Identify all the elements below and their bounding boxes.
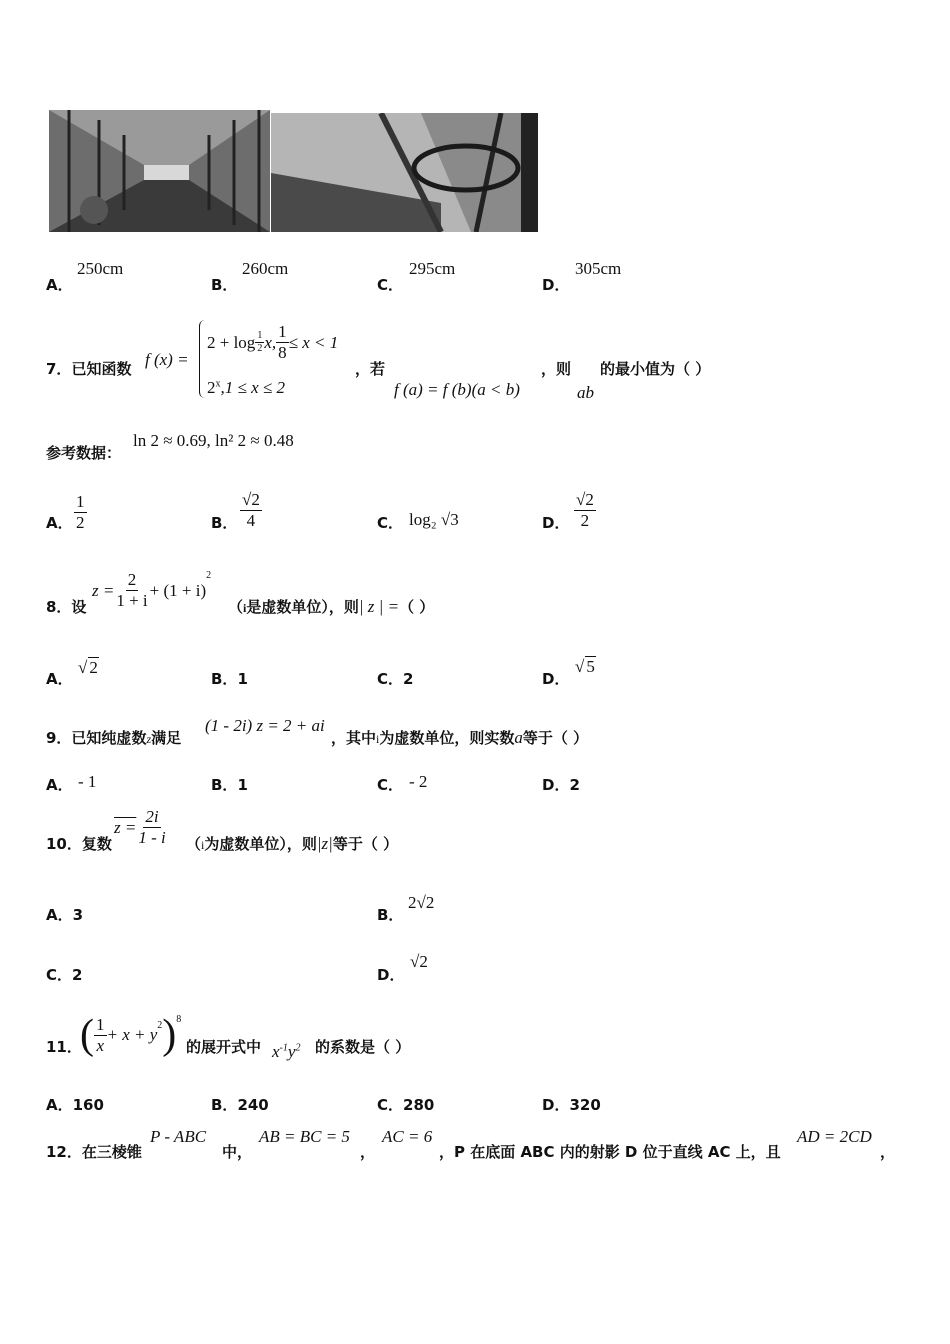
q10-option-c: C．2 [46, 966, 83, 984]
q8-option-c-label: C．2 [377, 670, 414, 688]
q11-option-d: D．320 [542, 1096, 601, 1114]
q8-equation: z = $\frac{2}{1 + i}$ + (1 + i) $^2$ [92, 570, 212, 610]
q7-ab: ab [577, 383, 594, 402]
q7-option-b-label: B． [211, 514, 238, 532]
q9-equation: (1 - 2i) z = 2 + ai [205, 716, 325, 735]
q8-option-a-label: A． [46, 670, 73, 688]
handle-photo [271, 113, 538, 232]
q9-option-c-value: - 2 [409, 772, 428, 791]
q12-text: ，P 在底面 ABC 内的射影 D 位于直线 AC 上，且 [439, 1143, 781, 1161]
q6-option-a-value: 250cm [77, 259, 124, 278]
q12-eq-3: AD = 2CD [797, 1127, 872, 1146]
q11-lead: 11． [46, 1038, 82, 1056]
q10-option-d-label: D． [377, 966, 405, 984]
q6-option-c-label: C． [377, 276, 404, 294]
q7-option-b-value: $\frac{√2}{4}$ [242, 490, 260, 530]
q8-option-d-value: √ 5 [575, 657, 595, 676]
q6-option-c-value: 295cm [409, 259, 456, 278]
q9-option-b: B．1 [211, 776, 248, 794]
q10-option-b-label: B． [377, 906, 404, 924]
q12-comma-2: ， [880, 1143, 896, 1161]
q7-reference-value: ln 2 ≈ 0.69, ln² 2 ≈ 0.48 [133, 431, 294, 450]
q7-ruo: ，若 [355, 360, 386, 378]
q12-zhong: 中， [222, 1143, 253, 1161]
q9-text: ，其中i为虚数单位，则实数a等于（ ） [331, 728, 589, 747]
q7-option-c-label: C． [377, 514, 404, 532]
q11-tail: 的系数是（ ） [315, 1038, 411, 1056]
q10-lead: 10．复数 [46, 835, 112, 853]
q7-reference-label: 参考数据： [46, 444, 122, 462]
q7-option-a-label: A． [46, 514, 73, 532]
q11-expression: ( $\frac{1}{x}$ + x + y $^2$ ) $^8$ [80, 1012, 182, 1058]
q6-option-a-label: A． [46, 276, 73, 294]
q12-pyramid: P - ABC [150, 1127, 207, 1146]
q6-option-b-value: 260cm [242, 259, 289, 278]
q7-tail: 的最小值为（ ） [600, 360, 711, 378]
q8-option-a-value: √ 2 [78, 658, 98, 677]
q6-option-d-value: 305cm [575, 259, 622, 278]
q10-option-d-value: √2 [410, 952, 428, 971]
q11-term: $x^{-1}y^2$ [272, 1042, 301, 1061]
q9-lead: 9．已知纯虚数z满足 [46, 729, 182, 747]
q8-text: （i是虚数单位），则| z | =（ ） [228, 597, 435, 616]
q9-option-a-label: A． [46, 776, 73, 794]
q7-option-d-label: D． [542, 514, 570, 532]
q7-function-name: f (x) = [145, 350, 189, 369]
q8-option-b-label: B．1 [211, 670, 248, 688]
q12-eq-1: AB = BC = 5 [259, 1127, 350, 1146]
q7-lead: 7．已知函数 [46, 360, 132, 378]
q7-ze: ，则 [541, 360, 572, 378]
q6-option-b-label: B． [211, 276, 238, 294]
q7-option-c-value: log₂ √3 [409, 510, 459, 529]
q7-condition: f (a) = f (b)(a < b) [394, 380, 520, 399]
q10-text: （i为虚数单位），则|z|等于（ ） [186, 834, 399, 853]
q8-option-d-label: D． [542, 670, 570, 688]
q12-comma-1: ， [360, 1143, 376, 1161]
q8-lead: 8．设 [46, 598, 87, 616]
q11-option-c: C．280 [377, 1096, 435, 1114]
q7-option-a-value: $\frac{1}{2}$ [76, 492, 85, 532]
q6-option-d-label: D． [542, 276, 570, 294]
q11-text: 的展开式中 [186, 1038, 262, 1056]
subway-photo [49, 110, 270, 232]
q7-case-1: 2 + log $\frac{1}{2}$ x, $\frac{1}{8}$ ≤ x < 1 [207, 322, 339, 362]
q12-lead: 12．在三棱锥 [46, 1143, 142, 1161]
q11-option-a: A．160 [46, 1096, 104, 1114]
q9-option-a-value: - 1 [78, 772, 97, 791]
q10-option-b-value: 2√2 [408, 893, 435, 912]
q9-option-c-label: C． [377, 776, 404, 794]
q10-equation: z = $\frac{2i}{1 - i}$ [114, 807, 166, 847]
q12-eq-2: AC = 6 [382, 1127, 433, 1146]
q11-option-b: B．240 [211, 1096, 269, 1114]
q7-brace [199, 320, 206, 398]
q9-option-d: D．2 [542, 776, 580, 794]
q7-case-2: $2^x,1 \le x \le 2$ [207, 378, 285, 397]
q10-option-a: A．3 [46, 906, 84, 924]
q7-option-d-value: $\frac{√2}{2}$ [576, 490, 594, 530]
